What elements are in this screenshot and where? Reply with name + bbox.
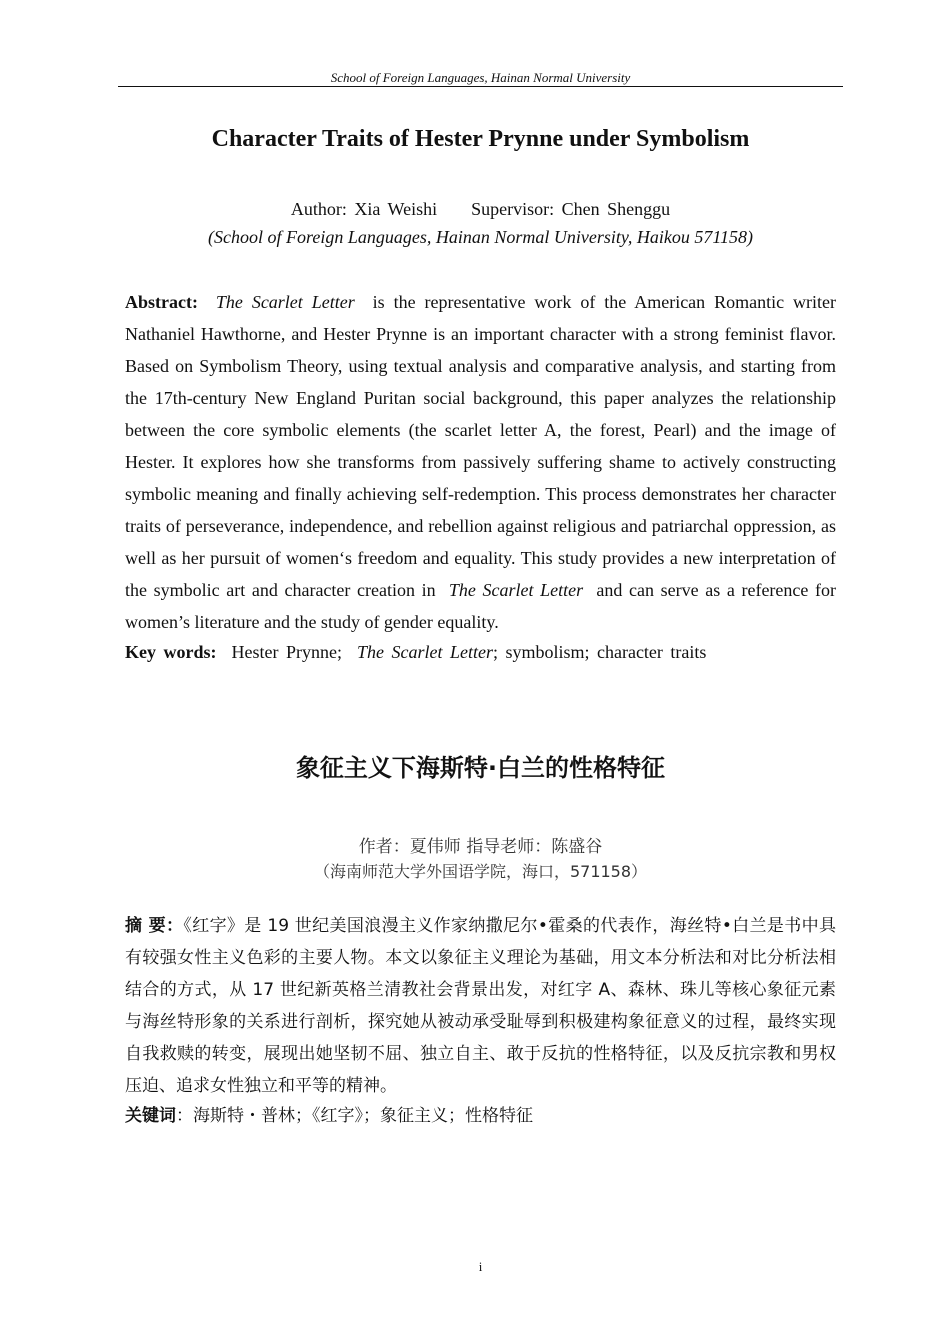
chinese-keywords-text: ：海斯特・普林；《红字》；象征主义；性格特征	[176, 1106, 533, 1126]
author-name: Xia Weishi	[354, 199, 438, 219]
chinese-authors: 作者：夏伟师 指导老师：陈盛谷	[358, 837, 603, 857]
keyword-book-title: The Scarlet Letter	[356, 642, 493, 662]
abstract-text-part1: is the representative work of the American Romantic writer Nathaniel Hawthorne, and Hester Prynne is an important character with a strong feminist flavor. Based on Symbolism Theory, using textual analysis and comparative analysis, and starting from the 17th-century New England Puritan social background, this paper analyzes the relationship between the core symbolic elements (the scarlet letter A, the forest, Pearl) and the image of Hester. It explores how she transforms from passively suffering shame to actively constructing symbolic meaning and finally achieving self-redemption. This process demonstrates her character traits of perseverance, independence, and rebellion against religious and patriarchal oppression, as well as her pursuit of women‘s freedom and equality. This study provides a new interpretation of the symbolic art and character creation in	[125, 292, 837, 600]
english-authors	[118, 198, 843, 220]
book-title: The Scarlet Letter	[215, 292, 355, 312]
chinese-affiliation: （海南师范大学外国语学院，海口，571158）	[313, 862, 648, 881]
english-affiliation: (School of Foreign Languages, Hainan Normal University, Haikou 571158)	[208, 227, 753, 247]
chinese-abstract-label: 摘 要：	[125, 916, 184, 936]
supervisor-label: Supervisor:	[471, 199, 555, 219]
page-number: i	[478, 1259, 483, 1274]
running-header: School of Foreign Languages, Hainan Normal University	[330, 70, 631, 85]
english-keywords	[125, 637, 836, 667]
abstract-text-part2: and can serve as a reference for women’s literature and the study of gender equality.	[125, 580, 837, 632]
chinese-keywords-label: 关键词	[125, 1106, 176, 1126]
chinese-abstract	[125, 910, 836, 1102]
header-rule	[118, 86, 843, 87]
keyword-item: Hester Prynne;	[231, 642, 342, 662]
supervisor-name: Chen Shenggu	[561, 199, 671, 219]
english-abstract	[125, 286, 836, 638]
keywords-label: Key words:	[125, 642, 217, 662]
chinese-keywords	[125, 1101, 836, 1131]
book-title: The Scarlet Letter	[448, 580, 584, 600]
keyword-rest: ; symbolism; character traits	[492, 642, 707, 662]
chinese-title: 象征主义下海斯特·白兰的性格特征	[295, 754, 666, 782]
author-label: Author:	[290, 199, 347, 219]
abstract-label: Abstract:	[125, 292, 198, 312]
english-title: Character Traits of Hester Prynne under Symbolism	[211, 126, 750, 152]
chinese-abstract-text: 《红字》是 19 世纪美国浪漫主义作家纳撒尼尔•霍桑的代表作，海丝特•白兰是书中具有较强女性主义色彩的主要人物。本文以象征主义理论为基础，用文本分析法和对比分析法相结合的方式，从 17 世纪新英格兰清教社会背景出发，对红字 A、森林、珠儿等核心象征元素与海丝特形象的关系进行剖析，探究她从被动承受耻辱到积极建构象征意义的过程，最终实现自我救赎的转变，展现出她坚韧不屈、独立自主、敢于反抗的性格特征，以及反抗宗教和男权压迫、追求女性独立和平等的精神。	[125, 916, 836, 1096]
